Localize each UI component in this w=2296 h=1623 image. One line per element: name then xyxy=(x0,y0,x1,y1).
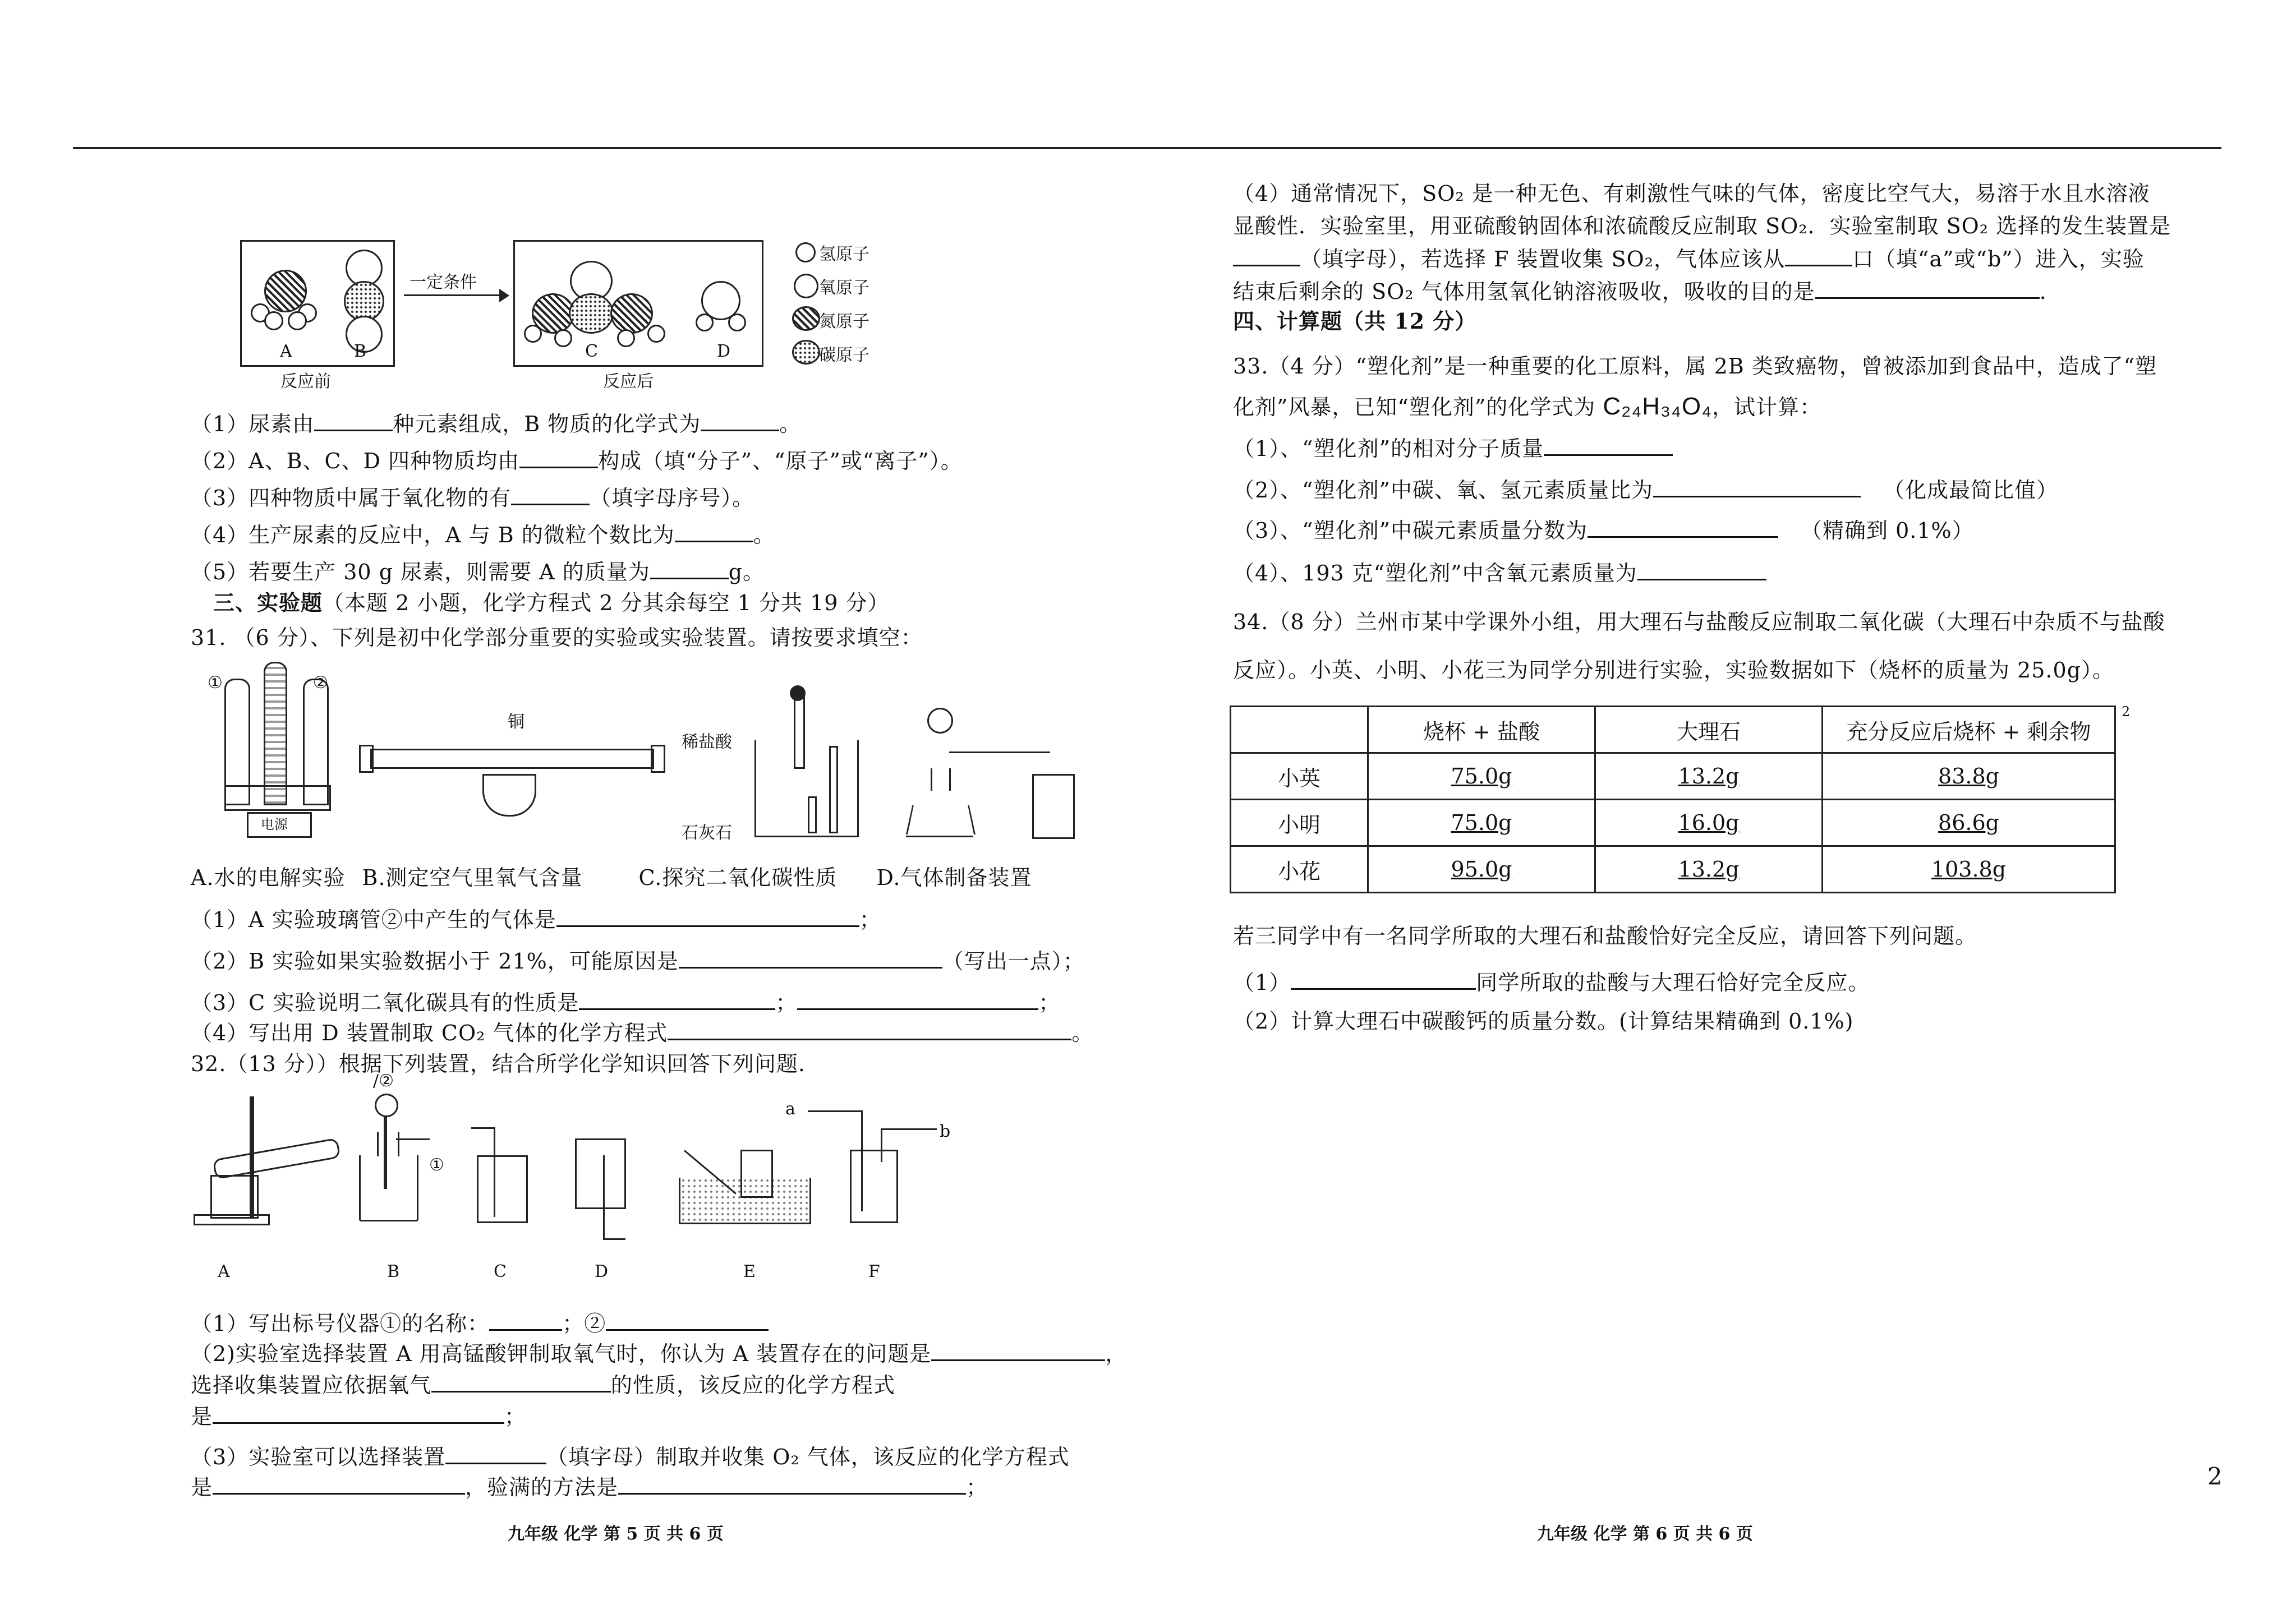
q32-item-2-cont: 选择收集装置应依据氧气 的性质，该反应的化学方程式 xyxy=(191,1371,895,1399)
q31-item-2: （2）B 实验如果实验数据小于 21%，可能原因是 （写出一点）； xyxy=(191,947,1085,975)
bottle-d xyxy=(575,1138,626,1209)
q30-item-3: （3）四种物质中属于氧化物的有 （填字母序号）。 xyxy=(191,483,754,512)
q30-item-5: （5）若要生产 30 g 尿素，则需要 A 的质量为 g。 xyxy=(191,557,765,586)
q34-item-1: （1） 同学所取的盐酸与大理石恰好完全反应。 xyxy=(1233,968,1870,997)
condition-label: 一定条件 xyxy=(409,273,477,292)
q33-item-4: （4）、193 克“塑化剂”中含氧元素质量为 xyxy=(1233,559,1766,587)
caption-b: B.测定空气里氧气含量 xyxy=(362,865,583,890)
label-a: A xyxy=(280,342,292,361)
q33-item-3: （3）、“塑化剂”中碳元素质量分数为 （精确到 0.1%） xyxy=(1233,516,1974,545)
table-header-row xyxy=(1231,707,2115,753)
apparatus-c-label: C xyxy=(494,1262,507,1281)
alcohol-lamp xyxy=(210,1175,259,1219)
legend-hydrogen: 氢原子 xyxy=(819,245,869,264)
left-footer: 九年级 化学 第 5 页 共 6 页 xyxy=(508,1524,724,1544)
label-b: B xyxy=(354,342,367,361)
q31-item-3: （3）C 实验说明二氧化碳具有的性质是 ； ； xyxy=(191,988,1060,1017)
after-box xyxy=(513,240,763,367)
q32-4-line-3: （填字母），若选择 F 装置收集 SO₂，气体应该从 口（填“a”或“b”）进入，实验 xyxy=(1233,245,2145,273)
label-d: D xyxy=(717,342,731,361)
test-tube xyxy=(213,1138,341,1180)
header-after-reaction: 充分反应后烧杯 + 剩余物 xyxy=(1823,707,2115,753)
apparatus-f-label: F xyxy=(868,1262,880,1281)
q33-item-2: （2）、“塑化剂”中碳、氧、氢元素质量比为 （化成最简比值） xyxy=(1233,476,2058,504)
experiment-data-table xyxy=(1230,706,2116,893)
legend-carbon: 碳原子 xyxy=(819,345,869,365)
q32-item-2: （2)实验室选择装置 A 用高锰酸钾制取氧气时，你认为 A 装置存在的问题是 ， xyxy=(191,1339,1127,1368)
bottle-c xyxy=(477,1155,528,1223)
table-row: 小英 75.0g 13.2g 83.8g xyxy=(1231,753,2115,800)
legend-nitrogen: 氮原子 xyxy=(819,312,869,331)
bottle-f xyxy=(850,1150,898,1223)
after-label: 反应后 xyxy=(603,372,654,391)
formula: C₂₄H₃₄O₄ xyxy=(1603,393,1713,420)
q33-line-2: 化剂”风暴，已知“塑化剂”的化学式为 C₂₄H₃₄O₄，试计算： xyxy=(1233,393,1822,420)
top-rule xyxy=(73,147,2221,149)
page-number: 2 xyxy=(2207,1463,2223,1490)
q34-line-1: 34.（8 分）兰州市某中学课外小组，用大理石与盐酸反应制取二氧化碳（大理石中杂质不与盐酸 xyxy=(1233,610,2165,634)
section3-heading: 三、实验题（本题 2 小题，化学方程式 2 分其余每空 1 分共 19 分） xyxy=(213,590,890,615)
before-label: 反应前 xyxy=(280,372,331,391)
q33-line-1: 33.（4 分）“塑化剂”是一种重要的化工原料，属 2B 类致癌物，曾被添加到食品中，造成了“塑 xyxy=(1233,354,2157,379)
power-label: 电源 xyxy=(261,817,288,832)
apparatus-e-label: E xyxy=(743,1262,756,1281)
q31-captions xyxy=(191,864,1032,892)
caption-d: D.气体制备装置 xyxy=(876,865,1032,890)
syringe-tube xyxy=(370,749,654,769)
q32-4-line-4: 结束后剩余的 SO₂ 气体用氢氧化钠溶液吸收，吸收的目的是 . xyxy=(1233,277,2047,306)
right-footer: 九年级 化学 第 6 页 共 6 页 xyxy=(1537,1524,1753,1544)
table-corner-mark: 2 xyxy=(2122,704,2131,720)
q32-item-3: （3）实验室可以选择装置 （填字母）制取并收集 O₂ 气体，该反应的化学方程式 xyxy=(191,1442,1070,1471)
apparatus-b-label: B xyxy=(387,1262,400,1281)
port-a-label: a xyxy=(785,1099,795,1119)
arrow-right-icon xyxy=(404,294,505,296)
q32-item-3-cont: 是 ，验满的方法是 ； xyxy=(191,1473,988,1501)
label-c2: /② xyxy=(373,1071,394,1091)
beaker xyxy=(754,740,859,837)
burner xyxy=(482,774,536,817)
copper-label: 铜 xyxy=(508,712,524,732)
conical-flask xyxy=(906,768,973,837)
q34-line-2: 反应）。小英、小明、小花三为同学分别进行实验，实验数据如下（烧杯的质量为 25.0g）。 xyxy=(1233,658,2115,683)
apparatus-d-label: D xyxy=(595,1262,609,1281)
table-row: 小明 75.0g 16.0g 86.6g xyxy=(1231,800,2115,846)
label-c: C xyxy=(585,342,598,361)
caption-c: C.探究二氧化碳性质 xyxy=(638,865,838,890)
q31-item-4: （4）写出用 D 装置制取 CO₂ 气体的化学方程式 。 xyxy=(191,1018,1093,1047)
q30-item-4: （4）生产尿素的反应中，A 与 B 的微粒个数比为 。 xyxy=(191,520,775,549)
q33-item-1: （1）、“塑化剂”的相对分子质量 xyxy=(1233,434,1673,463)
q34-line-3: 若三同学中有一名同学所取的大理石和盐酸恰好完全反应，请回答下列问题。 xyxy=(1233,924,1977,948)
q30-item-2: （2）A、B、C、D 四种物质均由 构成（填“分子”、“原子”或“离子”）。 xyxy=(191,446,963,475)
q34-item-2: （2）计算大理石中碳酸钙的质量分数。(计算结果精确到 0.1%) xyxy=(1233,1009,1854,1034)
gas-bottle xyxy=(1032,774,1075,839)
header-marble: 大理石 xyxy=(1595,707,1823,753)
q32-title: 32.（13 分））根据下列装置，结合所学化学知识回答下列问题. xyxy=(191,1052,806,1076)
header-beaker-acid: 烧杯 + 盐酸 xyxy=(1368,707,1595,753)
apparatus-a-label: A xyxy=(218,1262,230,1281)
acid-label: 稀盐酸 xyxy=(682,732,732,752)
q30-item-1: （1）尿素由 种元素组成，B 物质的化学式为 。 xyxy=(191,409,801,438)
legend-oxygen: 氧原子 xyxy=(819,278,869,298)
tube-2-label: ② xyxy=(313,673,328,693)
funnel-tube xyxy=(384,1105,387,1189)
q31-item-1: （1）A 实验玻璃管②中产生的气体是 ； xyxy=(191,905,881,934)
label-c1: ① xyxy=(429,1155,444,1175)
q32-4-line-2: 显酸性．实验室里，用亚硫酸钠固体和浓硫酸反应制取 SO₂．实验室制取 SO₂ 选择的发生装置是 xyxy=(1233,214,2171,238)
q32-4-line-1: （4）通常情况下，SO₂ 是一种无色、有刺激性气味的气体，密度比空气大，易溶于水且水溶液 xyxy=(1233,181,2150,206)
flask-b xyxy=(359,1155,418,1221)
table-row: 小花 95.0g 13.2g 103.8g xyxy=(1231,846,2115,893)
before-box xyxy=(240,240,395,367)
section4-heading: 四、计算题（共 12 分） xyxy=(1233,308,1477,334)
q32-item-1: （1）写出标号仪器①的名称： ；② xyxy=(191,1309,769,1338)
q32-item-2-eq: 是 ； xyxy=(191,1402,526,1431)
tube-1-label: ① xyxy=(208,673,223,693)
q31-title: 31. （6 分）、下列是初中化学部分重要的实验或实验装置。请按要求填空： xyxy=(191,625,923,650)
caption-a: A.水的电解实验 xyxy=(191,865,346,890)
port-b-label: b xyxy=(940,1122,951,1141)
limestone-label: 石灰石 xyxy=(682,823,732,843)
